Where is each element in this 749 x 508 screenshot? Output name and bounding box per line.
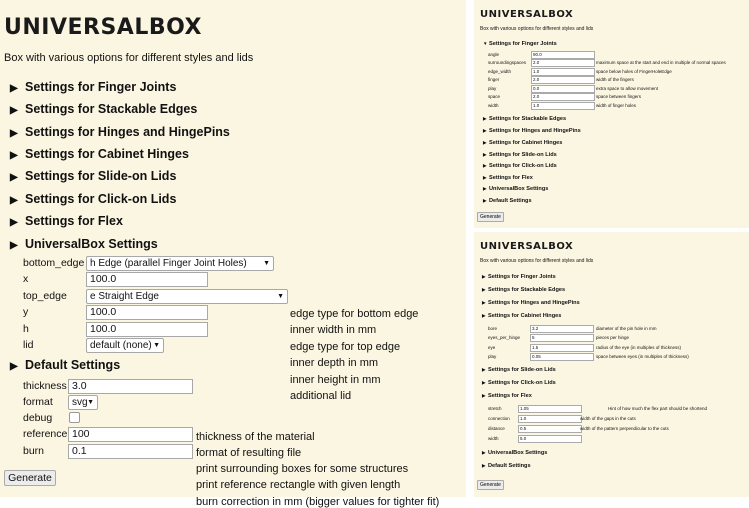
triangle-right-icon: ▶ <box>482 274 486 279</box>
top-edge-select[interactable]: e Straight Edge ▼ <box>86 289 288 304</box>
setting-label: x <box>23 273 29 285</box>
triangle-right-icon: ▶ <box>482 450 486 455</box>
bottom-edge-select[interactable]: h Edge (parallel Finger Joint Holes) ▼ <box>86 256 274 271</box>
setting-label: format <box>23 396 53 408</box>
space-input[interactable]: 2.0 <box>531 93 595 101</box>
section-stackable-edges[interactable]: ▶ Settings for Stackable Edges <box>483 116 567 122</box>
setting-label: lid <box>23 339 34 351</box>
triangle-right-icon: ▶ <box>483 186 487 191</box>
triangle-right-icon: ▶ <box>10 240 18 251</box>
triangle-right-icon: ▶ <box>482 313 486 318</box>
generate-button[interactable]: Generate <box>4 470 56 486</box>
triangle-right-icon: ▶ <box>10 361 18 372</box>
lid-select[interactable]: default (none) ▼ <box>86 338 164 353</box>
chevron-down-icon: ▼ <box>87 399 94 406</box>
setting-label: h <box>23 323 29 335</box>
eyes-per-hinge-input[interactable]: 5 <box>530 334 594 342</box>
triangle-right-icon: ▶ <box>482 463 486 468</box>
setting-description: burn correction in mm (bigger values for tighter fit) <box>196 496 440 508</box>
setting-description: edge type for bottom edge <box>290 308 419 320</box>
triangle-right-icon: ▶ <box>482 393 486 398</box>
page-description: Box with various options for different styles and lids <box>4 52 254 64</box>
page-title: universalbox <box>4 6 202 42</box>
triangle-right-icon: ▶ <box>483 175 487 180</box>
distance-input[interactable]: 0.5 <box>518 425 582 433</box>
setting-description: inner width in mm <box>290 324 377 336</box>
setting-description: edge type for top edge <box>290 341 401 353</box>
section-hinges[interactable]: ▶ Settings for Hinges and HingePins <box>482 300 580 306</box>
bore-input[interactable]: 3.2 <box>530 325 594 333</box>
section-hinges[interactable]: ▶ Settings for Hinges and HingePins <box>483 128 581 134</box>
triangle-right-icon: ▶ <box>483 198 487 203</box>
setting-label: burn <box>23 445 45 457</box>
page-description: Box with various options for different styles and lids <box>480 258 594 264</box>
section-click-on-lids[interactable]: ▶ Settings for Click-on Lids <box>483 163 557 169</box>
y-input[interactable]: 100.0 <box>86 305 208 320</box>
triangle-right-icon: ▶ <box>10 83 18 94</box>
triangle-right-icon: ▶ <box>10 150 18 161</box>
setting-description: additional lid <box>290 390 352 402</box>
triangle-right-icon: ▶ <box>482 287 486 292</box>
section-default-settings[interactable]: ▶ Default Settings <box>10 358 121 372</box>
chevron-down-icon: ▼ <box>263 260 270 267</box>
x-input[interactable]: 100.0 <box>86 272 208 287</box>
setting-description: print reference rectangle with given length <box>196 479 401 491</box>
surroundingspaces-input[interactable]: 2.0 <box>531 59 595 67</box>
section-default-settings[interactable]: ▶ Default Settings <box>482 463 531 469</box>
setting-label: thickness <box>23 380 67 392</box>
burn-input[interactable]: 0.1 <box>68 444 193 459</box>
triangle-right-icon: ▶ <box>482 300 486 305</box>
section-hinges[interactable]: ▶ Settings for Hinges and HingePins <box>10 125 230 139</box>
section-flex[interactable]: ▶ Settings for Flex <box>483 175 533 181</box>
setting-description: format of resulting file <box>196 447 302 459</box>
section-cabinet-hinges[interactable]: ▶ Settings for Cabinet Hinges <box>10 147 189 161</box>
page-title: universalbox <box>480 237 574 253</box>
section-cabinet-hinges[interactable]: ▶ Settings for Cabinet Hinges <box>482 313 562 319</box>
section-universalbox[interactable]: ▶ UniversalBox Settings <box>483 186 549 192</box>
triangle-right-icon: ▶ <box>482 367 486 372</box>
setting-description: inner height in mm <box>290 374 381 386</box>
chevron-down-icon: ▼ <box>153 342 160 349</box>
width-input[interactable]: 5.0 <box>518 435 582 443</box>
angle-input[interactable]: 90.0 <box>531 51 595 59</box>
triangle-right-icon: ▶ <box>10 217 18 228</box>
section-finger-joints[interactable]: ▶ Settings for Finger Joints <box>482 274 556 280</box>
section-flex[interactable]: ▶ Settings for Flex <box>482 393 532 399</box>
section-default-settings[interactable]: ▶ Default Settings <box>483 198 532 204</box>
triangle-right-icon: ▶ <box>483 116 487 121</box>
reference-input[interactable]: 100 <box>68 427 193 442</box>
setting-label: top_edge <box>23 290 67 302</box>
triangle-right-icon: ▶ <box>483 140 487 145</box>
section-cabinet-hinges[interactable]: ▶ Settings for Cabinet Hinges <box>483 140 563 146</box>
section-stackable-edges[interactable]: ▶ Settings for Stackable Edges <box>10 102 198 116</box>
section-finger-joints[interactable]: ▶ Settings for Finger Joints <box>10 80 177 94</box>
edge-width-input[interactable]: 1.0 <box>531 68 595 76</box>
preview-cabinet-flex-panel: universalbox Box with various options for different styles and lids ▶ Settings for Finger Joints ▶ Settings for Stackable Edges ▶ Settings for Hinges and HingePins ▶ Settings for Cabinet Hinges bore 3.2 diameter of the pin hole in mm eyes_per_hinge 5 pieces per hinge eye 1.5 radius of the eye (in multiples of thickness) play 0.05 space between eyes (in multiples of thickness) ▶ Settings for Slide-on Lids ▶ Settings for Click-on Lids ▶ Settings for Flex stretch 1.05 Hint of how much the flex part should be shortend connection 1.0 width of the gaps in the cuts distance 0.5 width of the pattern perpendicular to the cuts width 5.0 ▶ UniversalBox Settings ▶ Default Settings Generate <box>474 232 749 497</box>
triangle-right-icon: ▶ <box>10 128 18 139</box>
setting-description: inner depth in mm <box>290 357 379 369</box>
thickness-input[interactable]: 3.0 <box>68 379 193 394</box>
finger-input[interactable]: 2.0 <box>531 76 595 84</box>
format-select[interactable]: svg ▼ <box>68 395 98 410</box>
section-universalbox[interactable]: ▶ UniversalBox Settings <box>482 450 548 456</box>
section-universalbox[interactable]: ▶ UniversalBox Settings <box>10 237 158 251</box>
triangle-right-icon: ▶ <box>483 163 487 168</box>
eye-input[interactable]: 1.5 <box>530 344 594 352</box>
section-click-on-lids[interactable]: ▶ Settings for Click-on Lids <box>10 192 177 206</box>
triangle-down-icon: ▼ <box>483 41 488 46</box>
play-input[interactable]: 0.0 <box>531 85 595 93</box>
triangle-right-icon: ▶ <box>10 172 18 183</box>
stretch-input[interactable]: 1.05 <box>518 405 582 413</box>
section-stackable-edges[interactable]: ▶ Settings for Stackable Edges <box>482 287 566 293</box>
setting-description: print surrounding boxes for some structures <box>196 463 409 475</box>
triangle-right-icon: ▶ <box>10 195 18 206</box>
connection-input[interactable]: 1.0 <box>518 415 582 423</box>
debug-checkbox[interactable] <box>69 412 80 423</box>
triangle-right-icon: ▶ <box>10 105 18 116</box>
generate-button[interactable]: Generate <box>477 480 504 490</box>
section-finger-joints[interactable]: ▼ Settings for Finger Joints <box>483 41 557 47</box>
section-flex[interactable]: ▶ Settings for Flex <box>10 214 123 228</box>
h-input[interactable]: 100.0 <box>86 322 208 337</box>
setting-description: thickness of the material <box>196 431 315 443</box>
triangle-right-icon: ▶ <box>483 152 487 157</box>
page-title: universalbox <box>480 5 574 21</box>
generate-button[interactable]: Generate <box>477 212 504 222</box>
triangle-right-icon: ▶ <box>483 128 487 133</box>
section-slide-on-lids[interactable]: ▶ Settings for Slide-on Lids <box>483 152 557 158</box>
section-click-on-lids[interactable]: ▶ Settings for Click-on Lids <box>482 380 556 386</box>
width-input[interactable]: 1.0 <box>531 102 595 110</box>
section-slide-on-lids[interactable]: ▶ Settings for Slide-on Lids <box>482 367 556 373</box>
triangle-right-icon: ▶ <box>482 380 486 385</box>
section-slide-on-lids[interactable]: ▶ Settings for Slide-on Lids <box>10 169 177 183</box>
preview-finger-joints-panel: universalbox Box with various options for different styles and lids ▼ Settings for Finger Joints angle 90.0 surroundingspaces 2.0 maximum space at the start and end in multiple of normal spaces edge_width 1.0 space below holes of FingerHoleEdge finger 2.0 width of the fingers play 0.0 extra space to allow movement space 2.0 space between fingers width 1.0 width of finger holes ▶ Settings for Stackable Edges ▶ Settings for Hinges and HingePins ▶ Settings for Cabinet Hinges ▶ Settings for Slide-on Lids ▶ Settings for Click-on Lids ▶ Settings for Flex ▶ UniversalBox Settings ▶ Default Settings Generate <box>474 0 749 228</box>
page-description: Box with various options for different styles and lids <box>480 26 594 32</box>
play-input[interactable]: 0.05 <box>530 353 594 361</box>
chevron-down-icon: ▼ <box>277 293 284 300</box>
setting-label: reference <box>23 428 68 440</box>
setting-label: bottom_edge <box>23 257 85 269</box>
setting-label: debug <box>23 412 53 424</box>
setting-label: y <box>23 306 29 318</box>
